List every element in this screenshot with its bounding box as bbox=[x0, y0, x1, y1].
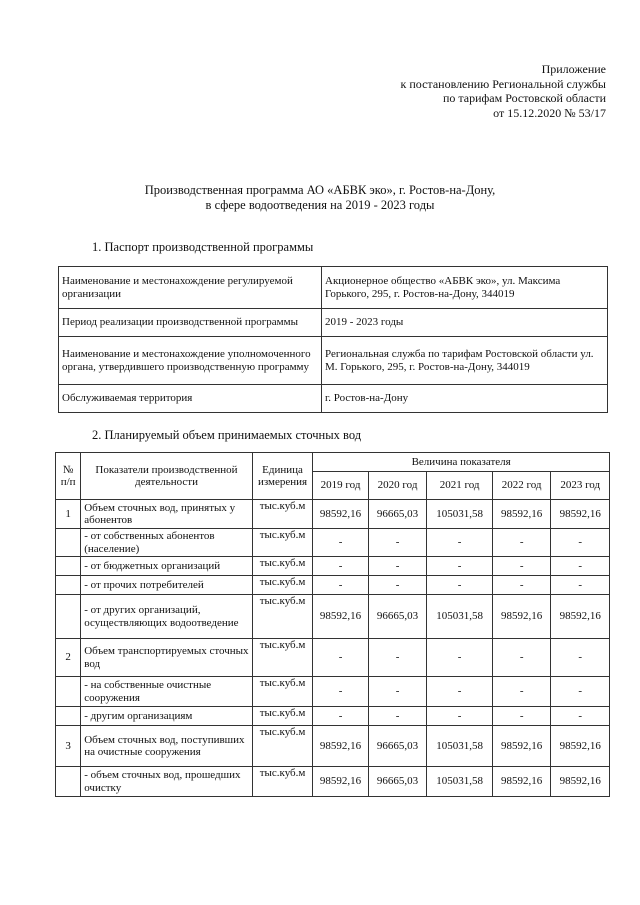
row-unit: тыс.куб.м bbox=[252, 767, 313, 797]
row-value: - bbox=[368, 576, 427, 595]
row-value: - bbox=[313, 677, 369, 707]
passport-table bbox=[58, 266, 608, 413]
passport-key: Наименование и местонахождение регулируемой организации bbox=[59, 267, 322, 309]
appendix-line: от 15.12.2020 № 53/17 bbox=[493, 105, 606, 120]
row-value: 105031,58 bbox=[427, 767, 493, 797]
appendix-line: к постановлению Региональной службы bbox=[400, 76, 606, 91]
row-value: 96665,03 bbox=[368, 595, 427, 639]
row-unit: тыс.куб.м bbox=[252, 726, 313, 767]
col-header-value-group: Величина показателя bbox=[313, 453, 610, 472]
title-line: Производственная программа АО «АБВК эко», г. Ростов-на-Дону, bbox=[144, 183, 496, 197]
year-header: 2020 год bbox=[368, 472, 427, 500]
year-header: 2023 год bbox=[551, 472, 610, 500]
row-indicator: - от бюджетных организаций bbox=[81, 557, 253, 576]
row-value: - bbox=[368, 529, 427, 557]
passport-value: г. Ростов-на-Дону bbox=[322, 385, 608, 413]
row-number: 3 bbox=[56, 726, 81, 767]
table-row bbox=[56, 595, 610, 639]
year-header: 2021 год bbox=[427, 472, 493, 500]
row-number bbox=[56, 557, 81, 576]
passport-key: Наименование и местонахождение уполномоченного органа, утвердившего производственную программу bbox=[59, 337, 322, 385]
row-indicator: Объем сточных вод, поступивших на очистные сооружения bbox=[81, 726, 253, 767]
table-row bbox=[56, 726, 610, 767]
row-value: 98592,16 bbox=[313, 500, 369, 529]
table-row bbox=[56, 576, 610, 595]
row-unit: тыс.куб.м bbox=[252, 595, 313, 639]
row-value: 105031,58 bbox=[427, 726, 493, 767]
year-header: 2019 год bbox=[313, 472, 369, 500]
row-value: - bbox=[368, 677, 427, 707]
col-header-unit: Единица измерения bbox=[252, 453, 313, 500]
row-value: - bbox=[313, 576, 369, 595]
row-value: - bbox=[427, 707, 493, 726]
row-value: - bbox=[313, 557, 369, 576]
row-value: - bbox=[492, 707, 551, 726]
row-indicator: Объем транспортируемых сточных вод bbox=[81, 639, 253, 677]
row-value: - bbox=[492, 639, 551, 677]
row-value: - bbox=[427, 529, 493, 557]
row-value: 98592,16 bbox=[492, 767, 551, 797]
row-indicator: - другим организациям bbox=[81, 707, 253, 726]
row-value: - bbox=[492, 529, 551, 557]
row-unit: тыс.куб.м bbox=[252, 529, 313, 557]
row-value: 96665,03 bbox=[368, 767, 427, 797]
row-indicator: - от собственных абонентов (население) bbox=[81, 529, 253, 557]
table-row bbox=[56, 767, 610, 797]
row-value: 98592,16 bbox=[313, 595, 369, 639]
row-unit: тыс.куб.м bbox=[252, 639, 313, 677]
row-number bbox=[56, 677, 81, 707]
row-number bbox=[56, 529, 81, 557]
col-header-indicator: Показатели производственной деятельности bbox=[81, 453, 253, 500]
row-indicator: - от других организаций, осуществляющих водоотведение bbox=[81, 595, 253, 639]
row-number bbox=[56, 576, 81, 595]
row-unit: тыс.куб.м bbox=[252, 677, 313, 707]
row-indicator: Объем сточных вод, принятых у абонентов bbox=[81, 500, 253, 529]
table-row bbox=[56, 500, 610, 529]
row-value: 98592,16 bbox=[313, 726, 369, 767]
passport-key: Обслуживаемая территория bbox=[59, 385, 322, 413]
row-value: - bbox=[368, 639, 427, 677]
row-number bbox=[56, 767, 81, 797]
row-value: - bbox=[313, 707, 369, 726]
row-number: 1 bbox=[56, 500, 81, 529]
table-row bbox=[56, 557, 610, 576]
row-value: - bbox=[492, 677, 551, 707]
row-value: - bbox=[551, 707, 610, 726]
row-indicator: - объем сточных вод, прошедших очистку bbox=[81, 767, 253, 797]
row-value: 98592,16 bbox=[551, 500, 610, 529]
row-value: - bbox=[313, 529, 369, 557]
year-header: 2022 год bbox=[492, 472, 551, 500]
table-row bbox=[56, 677, 610, 707]
appendix-line: по тарифам Ростовской области bbox=[442, 91, 606, 105]
document-title bbox=[0, 183, 640, 213]
row-value: 96665,03 bbox=[368, 500, 427, 529]
row-value: 98592,16 bbox=[492, 595, 551, 639]
passport-row bbox=[59, 385, 608, 413]
row-value: 96665,03 bbox=[368, 726, 427, 767]
row-value: 98592,16 bbox=[313, 767, 369, 797]
row-value: - bbox=[427, 677, 493, 707]
passport-row bbox=[59, 337, 608, 385]
row-indicator: - на собственные очистные сооружения bbox=[81, 677, 253, 707]
row-value: - bbox=[427, 557, 493, 576]
row-unit: тыс.куб.м bbox=[252, 576, 313, 595]
passport-value: Региональная служба по тарифам Ростовской области ул. М. Горького, 295, г. Ростов-на-Дону, 344019 bbox=[322, 337, 608, 385]
passport-value: Акционерное общество «АБВК эко», ул. Максима Горького, 295, г. Ростов-на-Дону, 344019 bbox=[322, 267, 608, 309]
row-value: - bbox=[427, 576, 493, 595]
row-unit: тыс.куб.м bbox=[252, 707, 313, 726]
appendix-line: Приложение bbox=[541, 62, 606, 76]
row-value: - bbox=[368, 557, 427, 576]
header-row bbox=[56, 453, 610, 472]
row-value: - bbox=[492, 576, 551, 595]
row-value: 105031,58 bbox=[427, 595, 493, 639]
row-value: 98592,16 bbox=[492, 500, 551, 529]
table-row bbox=[56, 529, 610, 557]
row-value: - bbox=[551, 576, 610, 595]
row-value: - bbox=[313, 639, 369, 677]
appendix-header bbox=[401, 62, 606, 120]
passport-row bbox=[59, 267, 608, 309]
row-value: 98592,16 bbox=[492, 726, 551, 767]
row-value: 98592,16 bbox=[551, 726, 610, 767]
row-value: - bbox=[492, 557, 551, 576]
row-value: - bbox=[551, 557, 610, 576]
col-header-num: № п/п bbox=[56, 453, 81, 500]
row-value: 98592,16 bbox=[551, 595, 610, 639]
passport-row bbox=[59, 309, 608, 337]
row-value: - bbox=[551, 529, 610, 557]
row-value: - bbox=[551, 639, 610, 677]
row-number bbox=[56, 595, 81, 639]
row-unit: тыс.куб.м bbox=[252, 500, 313, 529]
row-number: 2 bbox=[56, 639, 81, 677]
row-value: 105031,58 bbox=[427, 500, 493, 529]
passport-value: 2019 - 2023 годы bbox=[322, 309, 608, 337]
section-1-heading: 1. Паспорт производственной программы bbox=[92, 240, 314, 254]
table-row bbox=[56, 639, 610, 677]
row-unit: тыс.куб.м bbox=[252, 557, 313, 576]
table-row bbox=[56, 707, 610, 726]
row-value: 98592,16 bbox=[551, 767, 610, 797]
row-number bbox=[56, 707, 81, 726]
passport-key: Период реализации производственной программы bbox=[59, 309, 322, 337]
volume-table-body bbox=[56, 500, 610, 797]
title-line: в сфере водоотведения на 2019 - 2023 годы bbox=[205, 198, 435, 212]
row-indicator: - от прочих потребителей bbox=[81, 576, 253, 595]
row-value: - bbox=[368, 707, 427, 726]
section-2-heading: 2. Планируемый объем принимаемых сточных вод bbox=[92, 428, 362, 442]
volume-table bbox=[55, 452, 610, 797]
row-value: - bbox=[427, 639, 493, 677]
row-value: - bbox=[551, 677, 610, 707]
